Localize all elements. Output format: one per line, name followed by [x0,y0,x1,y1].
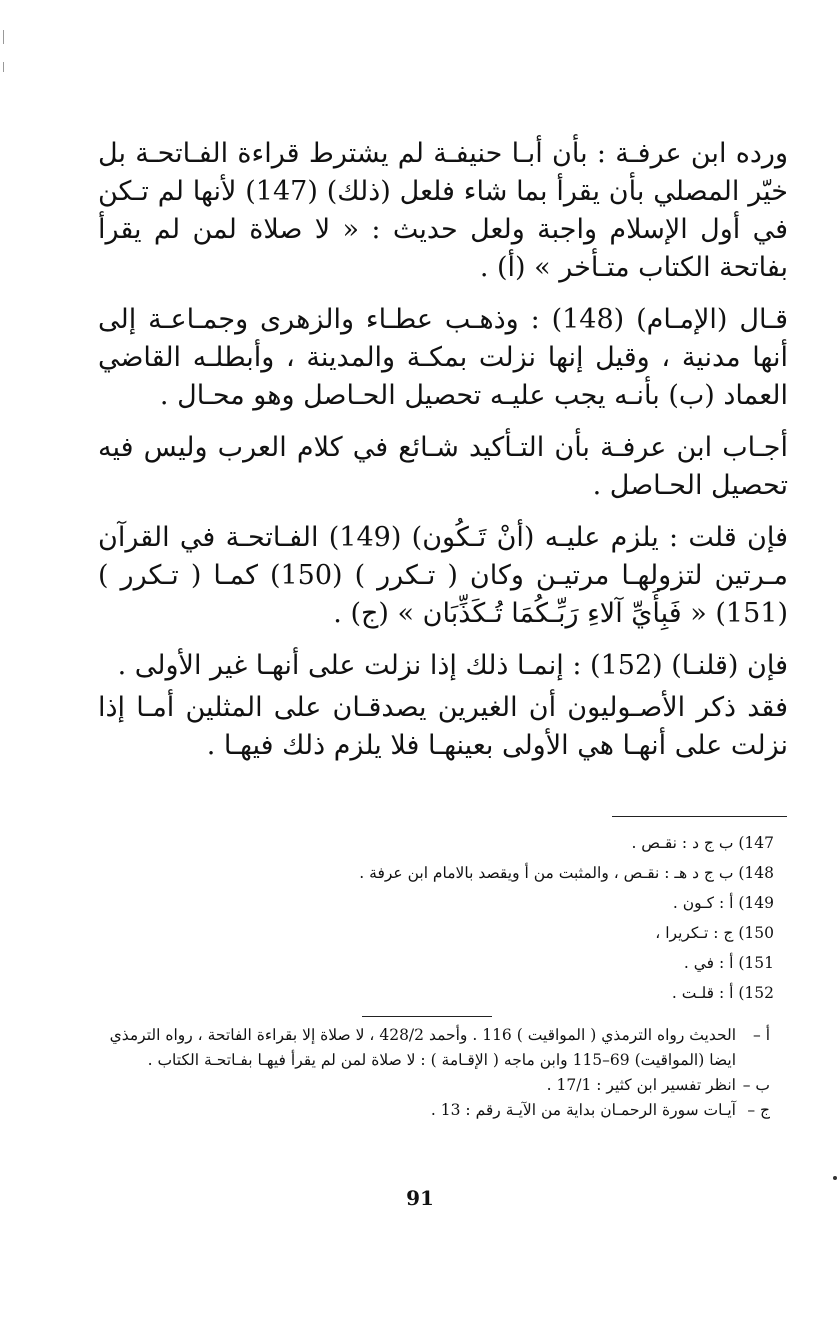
variant-footnotes [359,828,774,1008]
footnote-147: 147) ب ج د : نقـص . [631,834,774,852]
left-edge-mark-bottom [3,62,4,72]
reference-text: الحديث رواه الترمذي ( المواقيت ) 116 . وأحمد 428/2 ، لا صلاة إلا بقراءة الفاتحة ، رواه الترمذي ايضا (المواقيت) 69–115 وابن ماجه ( الإقـامة ) : لا صلاة لمن لم يقرأ فيهـا بفـاتحـة الكتاب . [109,1026,736,1069]
reference-label: أ – [753,1026,770,1044]
reference-ba [90,1073,770,1098]
footnote-148: 148) ب ج د هـ : نقـص ، والمثبت من أ ويقصد بالامام ابن عرفة . [359,864,774,882]
right-edge-dot [833,1176,837,1180]
source-references [90,1023,770,1123]
paragraph-objection: فإن قلت : يلزم عليـه (أنْ تَـكُون) (149) الفـاتحـة في القرآن مـرتين لتزولهـا مرتيـن وكان ( تـكرر ) (150) كمـا ( تـكرر ) (151) « فَبِأَيِّ آلاءِ رَبِّـكُمَا تُـكَذِّبَان » (ج) . [98,522,788,629]
paragraph-imam-said: قـال (الإمـام) (148) : وذهـب عطـاء والزهرى وجمـاعـة إلى أنها مدنية ، وقيل إنها نزلت بمكـة والمدينة ، وأبطلـه القاضي العماد (ب) بأنـه يجب عليـه تحصيل الحـاصل وهو محـال . [98,304,788,411]
footnote-152: 152) أ : قلـت . [671,984,774,1002]
paragraph-usuliyyun: فقد ذكر الأصـوليون أن الغيرين يصدقـان على المثلين أمـا إذا نزلت على أنهـا هي الأولى بعينهـا فلا يلزم ذلك فيهـا . [98,692,788,761]
footnote-150: 150) ج : تـكريرا ، [655,924,774,942]
references-separator [362,1016,492,1017]
footnotes-separator [612,816,787,817]
page-number: 91 [406,1186,434,1210]
footnote-149: 149) أ : كـون . [672,894,774,912]
paragraph-ibn-arafa-answer: أجـاب ابن عرفـة بأن التـأكيد شـائع في كلام العرب وليس فيه تحصيل الحـاصل . [98,432,788,501]
reference-label: ج – [747,1101,770,1119]
paragraph-response: فإن (قلنـا) (152) : إنمـا ذلك إذا نزلت على أنهـا غير الأولى . [117,650,788,681]
footnote-151: 151) أ : في . [683,954,774,972]
reference-text: آيـات سورة الرحمـان بداية من الآيـة رقم : 13 . [430,1101,736,1119]
paragraph-ibn-arafa-reply: ورده ابن عرفـة : بأن أبـا حنيفـة لم يشترط قراءة الفـاتحـة بل خيّر المصلي بأن يقرأ بما شاء فلعل (ذلك) (147) لأنها لم تـكن في أول الإسلام واجبة ولعل حديث : « لا صلاة لمن لم يقرأ بفاتحة الكتاب متـأخر » (أ) . [98,138,789,283]
reference-jim [90,1098,770,1123]
reference-text: انظر تفسير ابن كثير : 17/1 . [546,1076,736,1094]
main-text [98,135,788,779]
reference-alif [90,1023,770,1073]
reference-label: ب – [742,1076,770,1094]
left-edge-mark-top [3,30,4,44]
